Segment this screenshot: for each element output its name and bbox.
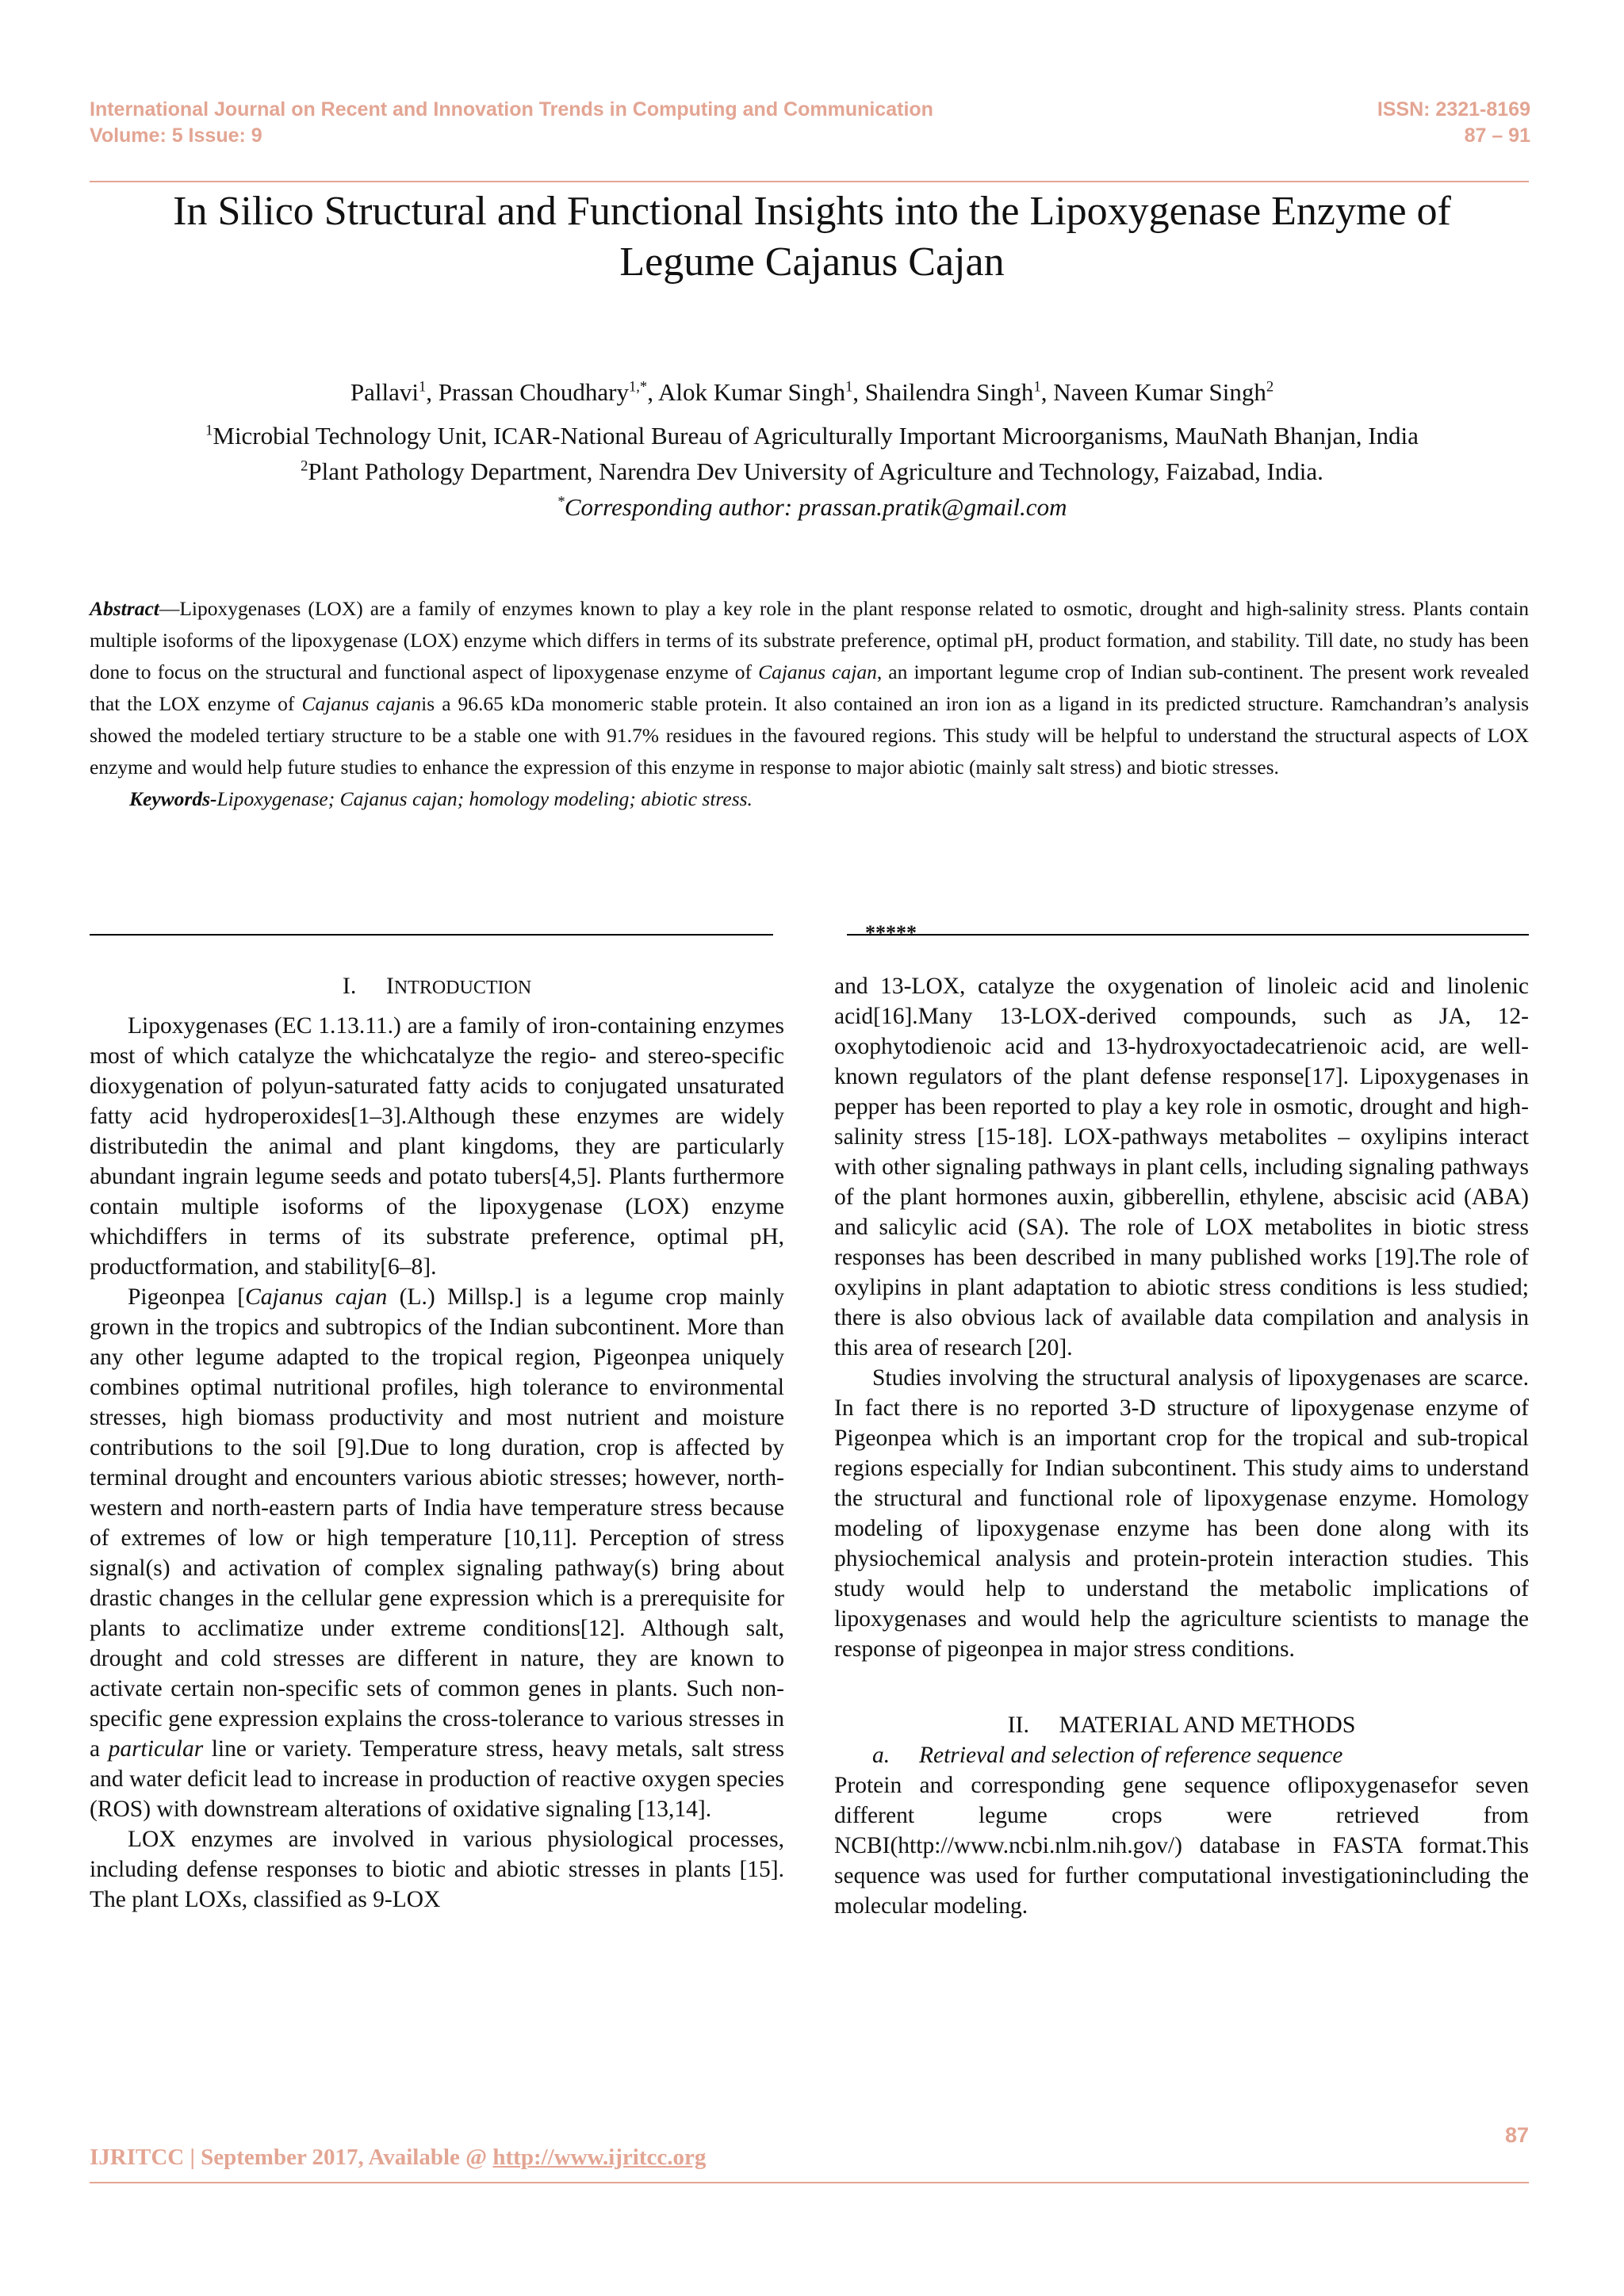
footer-text: IJRITCC | September 2017, Available @ — [90, 2145, 493, 2170]
abstract-text: , an important legume crop of Indian sub-continent. The present work revealed that the LOX enzyme of — [90, 660, 1529, 715]
abstract-italic: Cajanus cajan — [301, 692, 422, 715]
paragraph-text: line or variety. Temperature stress, heavy metals, salt stress and water deficit lead to increase in production of reactive oxygen species (ROS) with downstream alterations of oxidative signaling [13,14]. — [90, 1736, 785, 1822]
abstract-text: is a 96.65 kDa monomeric stable protein. It also contained an iron ion as a ligand in its predicted structure. Ramchandran’s analysis showed the modeled tertiary structure to be a stable one with 91.7% residues in the favoured regions. This study will be helpful to understand the structural aspects of LOX enzyme and would help future studies to enhance the expression of this enzyme in response to major abiotic (mainly salt stress) and biotic stresses. — [90, 692, 1530, 779]
affiliation-1 — [95, 420, 1529, 452]
section-heading-introduction — [90, 971, 784, 1003]
corresponding-sup: * — [557, 493, 565, 511]
paragraph-italic: Cajanus cajan — [245, 1284, 388, 1310]
author-sup: 1 — [845, 378, 853, 396]
heading-rest: NTRODUCTION — [393, 978, 532, 998]
right-column — [834, 971, 1529, 1921]
volume-issue: Volume: 5 Issue: 9 — [90, 124, 262, 147]
footer — [90, 2145, 706, 2171]
abstract-italic: Cajanus cajan — [758, 660, 877, 683]
section-number: I. — [342, 973, 357, 999]
author-name: , Prassan Choudhary — [426, 378, 629, 406]
corresponding-author — [95, 492, 1529, 523]
author-sup: 1 — [1033, 378, 1041, 396]
author-name: , Alok Kumar Singh — [647, 378, 845, 406]
header-rule — [90, 181, 1529, 182]
right-paragraph-2: Studies involving the structural analysis of lipoxygenases are scarce. In fact there is no reported 3-D structure of lipoxygenase enzyme of Pigeonpea which is an important crop for the tropical and sub-tropical regions especially for Indian subcontinent. This study aims to understand the structural and functional role of lipoxygenase enzyme. Homology modeling of lipoxygenase enzyme has been done along with its physiochemical analysis and protein-protein interaction studies. This study would help to understand the metabolic implications of lipoxygenases and would help the agriculture scientists to manage the response of pigeonpea in major stress conditions. — [834, 1365, 1529, 1662]
page-range: 87 – 91 — [1464, 124, 1530, 147]
paragraph-text: Pigeonpea [ — [128, 1284, 246, 1310]
intro-paragraph-2 — [90, 1282, 784, 1824]
intro-paragraph-3: LOX enzymes are involved in various physiological processes, including defense responses to biotic and abiotic stresses in plants [15]. The plant LOXs, classified as 9-LOX — [90, 1827, 784, 1912]
author-name: , Shailendra Singh — [852, 378, 1034, 406]
affiliation-2 — [95, 456, 1529, 488]
page-number: 87 — [1504, 2123, 1529, 2147]
affiliation-sup: 1 — [205, 422, 213, 439]
abstract-label: Abstract — [90, 597, 159, 620]
title-line-1: In Silico Structural and Functional Insights into the Lipoxygenase Enzyme of — [173, 189, 1451, 234]
journal-name: International Journal on Recent and Innovation Trends in Computing and Communication — [90, 98, 933, 121]
paragraph-text: (L.) Millsp.] is a legume crop mainly grown in the tropics and subtropics of the Indian subcontinent. More than any other legume adapted to the tropical region, Pigeonpea uniquely combines optimal nutritional profiles, high tolerance to environmental stresses, high biomass productivity and most nutrient and moisture contributions to the soil [9].Due to long duration, crop is affected by terminal drought and encounters various abiotic stresses; however, north-western and north-eastern parts of India have temperature stress because of extremes of low or high temperature [10,11]. Perception of stress signal(s) and activation of complex signaling pathway(s) bring about drastic changes in the cellular gene expression which is a prerequisite for plants to acclimatize under extreme conditions[12]. Although salt, drought and cold stresses are different in nature, they are known to activate certain non-specific sets of common genes in plants. Such non-specific gene expression explains the cross-tolerance to various stresses in a — [90, 1284, 784, 1762]
issn: ISSN: 2321-8169 — [1377, 98, 1530, 121]
author-sup: 1,* — [628, 378, 648, 396]
affiliation-text: Microbial Technology Unit, ICAR-National Bureau of Agriculturally Important Microorganisms, MauNath Bhanjan, India — [213, 422, 1419, 450]
footer-link[interactable]: http://www.ijritcc.org — [492, 2145, 707, 2170]
abstract-text: —Lipoxygenases (LOX) are a family of enzymes known to play a key role in the plant response related to osmotic, drought and high-salinity stress. Plants contain multiple isoforms of the lipoxygenase (LOX) enzyme which differs in terms of its substrate preference, optimal pH, product formation, and stability. Till date, no study has been done to focus on the structural and functional aspect of lipoxygenase enzyme of — [90, 597, 1529, 683]
methods-paragraph-1: Protein and corresponding gene sequence oflipoxygenasefor seven different legume crops were retrieved from NCBI(http://www.ncbi.nlm.nih.gov/) database in FASTA format.This sequence was used for further computational investigationincluding the molecular modeling. — [834, 1773, 1529, 1919]
author-sup: 1 — [418, 378, 427, 396]
separator-line-left — [90, 934, 773, 936]
author-list — [95, 377, 1529, 408]
section-heading-methods: II. MATERIAL AND METHODS — [1007, 1712, 1356, 1738]
separator-line-right — [847, 934, 1529, 936]
subsection-heading: a. Retrieval and selection of reference sequence — [872, 1743, 1343, 1768]
footer-rule — [90, 2182, 1529, 2183]
intro-paragraph-1: Lipoxygenases (EC 1.13.11.) are a family of iron-containing enzymes most of which catalyze the whichcatalyze the regio- and stereo-specific dioxygenation of polyun-saturated fatty acids to conjugated unsaturated fatty acid hydroperoxides[1–3].Although these enzymes are widely distributedin the animal and plant kingdoms, they are particularly abundant ingrain legume seeds and potato tubers[4,5]. Plants furthermore contain multiple isoforms of the lipoxygenase (LOX) enzyme whichdiffers in terms of its substrate preference, optimal pH, productformation, and stability[6–8]. — [90, 1013, 784, 1280]
separator-stars: ***** — [865, 921, 917, 944]
author-name: Pallavi — [350, 378, 419, 406]
paragraph-italic: particular — [108, 1736, 204, 1762]
left-column — [90, 971, 784, 1915]
author-sup: 2 — [1266, 378, 1274, 396]
abstract — [90, 593, 1529, 815]
paper-title — [95, 186, 1529, 288]
affiliation-sup: 2 — [301, 457, 308, 475]
keywords-text: Lipoxygenase; Cajanus cajan; homology modeling; abiotic stress. — [216, 787, 753, 810]
keywords-label: Keywords- — [129, 787, 217, 810]
corresponding-text: Corresponding author: prassan.pratik@gmail.com — [564, 493, 1067, 521]
title-line-2: Legume Cajanus Cajan — [619, 239, 1005, 285]
right-paragraph-1: and 13-LOX, catalyze the oxygenation of linoleic acid and linolenic acid[16].Many 13-LOX-derived compounds, such as JA, 12-oxophytodienoic acid and 13-hydroxyoctadecatrienoic acid, are well-known regulators of the plant defense response[17]. Lipoxygenases in pepper has been reported to play a key role in osmotic, drought and high-salinity stress [15-18]. LOX-pathways metabolites – oxylipins interact with other signaling pathways in plant cells, including signaling pathways of the plant hormones auxin, gibberellin, ethylene, abscisic acid (ABA) and salicylic acid (SA). The role of LOX metabolites in biotic stress responses has been described in many published works [19].The role of oxylipins in plant adaptation to abiotic stress conditions is less studied; there is also obvious lack of available data compilation and analysis in this area of research [20]. — [834, 974, 1529, 1360]
keywords — [90, 783, 1529, 815]
affiliation-text: Plant Pathology Department, Narendra Dev University of Agriculture and Technology, Faizabad, India. — [308, 457, 1323, 485]
heading-initial: I — [385, 973, 394, 999]
author-name: , Naveen Kumar Singh — [1040, 378, 1266, 406]
abstract-body — [90, 593, 1529, 783]
section-separator — [90, 921, 1529, 958]
